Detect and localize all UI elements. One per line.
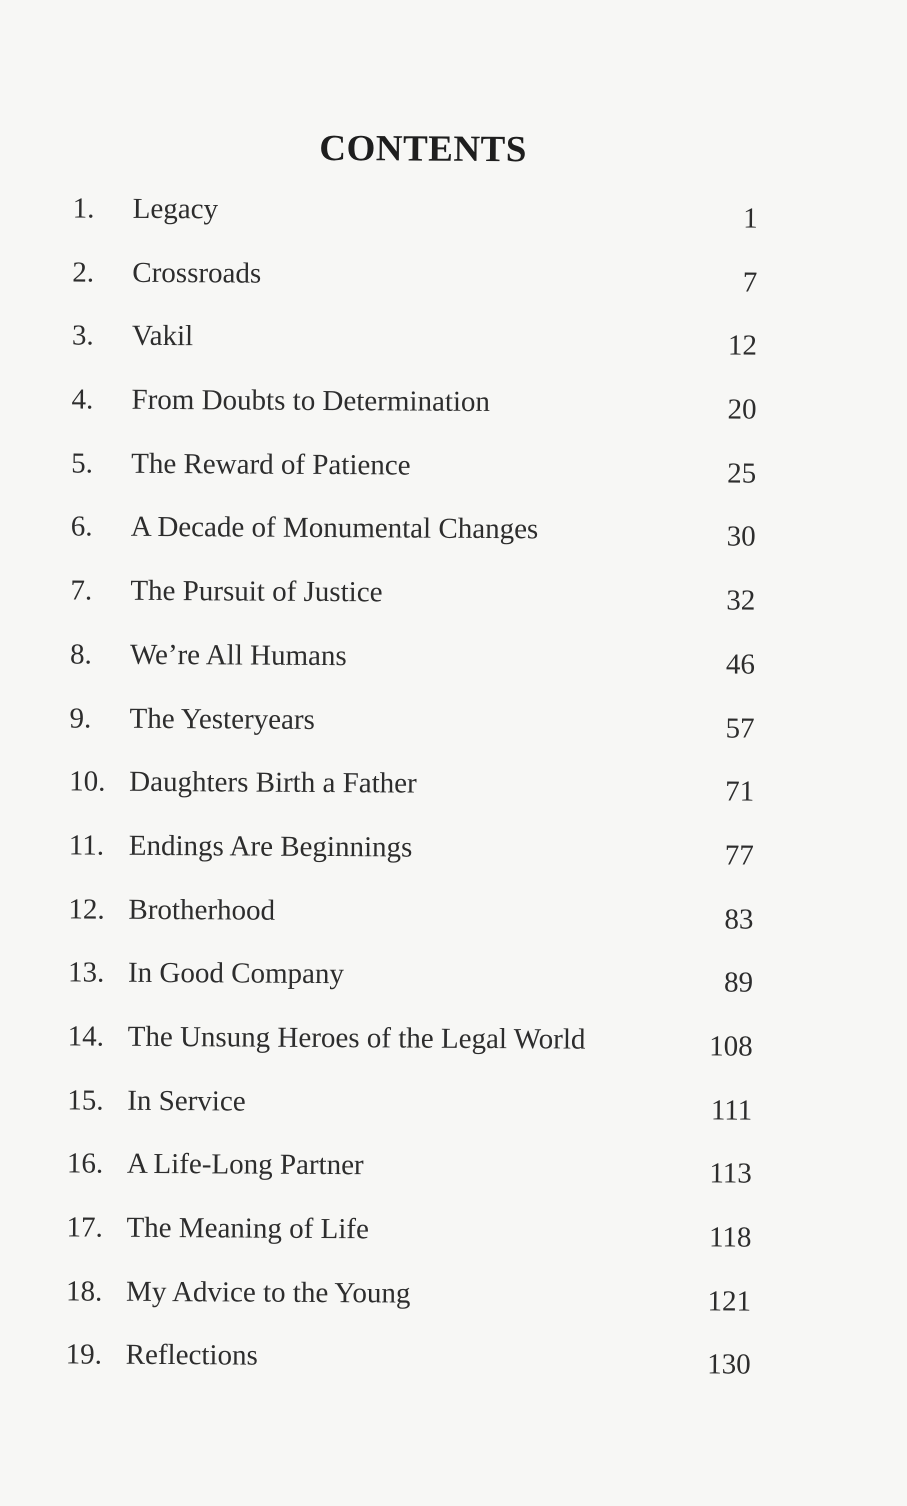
page-title: CONTENTS	[319, 127, 528, 171]
chapter-title: From Doubts to Determination	[131, 383, 491, 419]
toc-entry	[0, 1018, 901, 1087]
chapter-title: A Decade of Monumental Changes	[130, 511, 539, 546]
toc-entry	[0, 827, 902, 896]
chapter-page-number: 111	[710, 1093, 753, 1127]
chapter-number: 3.	[71, 319, 94, 352]
toc-entry	[0, 254, 905, 323]
chapter-page-number: 1	[743, 202, 758, 235]
chapter-title: A Life-Long Partner	[126, 1148, 364, 1182]
chapter-number: 4.	[71, 383, 94, 416]
chapter-number: 13.	[67, 956, 105, 989]
chapter-title: In Good Company	[127, 957, 345, 991]
chapter-number: 11.	[68, 829, 105, 862]
toc-entry	[0, 190, 906, 259]
chapter-number: 15.	[67, 1084, 104, 1117]
toc-entry	[0, 317, 905, 386]
chapter-title: Daughters Birth a Father	[129, 765, 417, 800]
chapter-title: The Meaning of Life	[126, 1211, 369, 1246]
chapter-page-number: 83	[724, 903, 754, 936]
chapter-title: The Unsung Heroes of the Legal World	[127, 1020, 586, 1056]
toc-entry	[0, 954, 901, 1023]
toc-entry	[0, 1082, 900, 1151]
toc-entry	[0, 1336, 899, 1405]
chapter-page-number: 57	[725, 711, 755, 745]
chapter-title: The Reward of Patience	[131, 447, 411, 482]
chapter-number: 7.	[70, 574, 93, 607]
chapter-title: The Pursuit of Justice	[130, 574, 383, 609]
chapter-title: Vakil	[131, 320, 194, 353]
chapter-page-number: 30	[726, 520, 756, 554]
chapter-title: Legacy	[132, 192, 219, 226]
chapter-title: My Advice to the Young	[126, 1275, 411, 1310]
chapter-page-number: 130	[707, 1348, 751, 1381]
chapter-number: 18.	[66, 1275, 103, 1308]
chapter-page-number: 77	[724, 839, 754, 872]
chapter-number: 2.	[72, 256, 95, 289]
chapter-number: 6.	[70, 510, 93, 544]
chapter-page-number: 7	[742, 266, 758, 299]
toc-entry	[0, 636, 903, 705]
chapter-page-number: 113	[709, 1157, 752, 1190]
chapter-number: 16.	[66, 1147, 104, 1180]
toc-entry	[0, 891, 902, 960]
chapter-page-number: 32	[726, 584, 756, 617]
toc-entry	[0, 1209, 900, 1278]
chapter-page-number: 108	[709, 1030, 753, 1063]
chapter-title: Endings Are Beginnings	[128, 829, 413, 864]
chapter-number: 8.	[69, 638, 92, 671]
toc-entry	[0, 699, 903, 768]
toc-entry	[0, 763, 902, 832]
toc-entry	[0, 508, 904, 577]
chapter-page-number: 12	[727, 329, 757, 363]
chapter-number: 10.	[69, 765, 106, 798]
chapter-title: Crossroads	[132, 256, 262, 290]
toc-entry	[0, 381, 905, 450]
chapter-page-number: 71	[725, 775, 755, 808]
chapter-number: 5.	[71, 447, 94, 480]
chapter-number: 1.	[72, 192, 95, 225]
chapter-page-number: 20	[727, 393, 757, 426]
toc-entry	[0, 445, 904, 514]
chapter-title: We’re All Humans	[129, 638, 347, 672]
chapter-number: 19.	[65, 1338, 103, 1372]
chapter-number: 12.	[68, 892, 105, 926]
chapter-page-number: 25	[727, 457, 757, 490]
chapter-title: Reflections	[125, 1339, 258, 1372]
chapter-number: 17.	[66, 1211, 103, 1244]
chapter-page-number: 46	[725, 648, 756, 681]
chapter-page-number: 89	[723, 966, 754, 999]
chapter-title: Brotherhood	[128, 893, 276, 927]
chapter-number: 14.	[67, 1020, 105, 1053]
chapter-title: The Yesteryears	[129, 702, 315, 736]
toc-entry	[0, 1145, 900, 1214]
toc-entry	[0, 1273, 899, 1342]
chapter-title: In Service	[127, 1084, 246, 1118]
toc-entry	[0, 572, 903, 641]
table-of-contents	[0, 190, 906, 1406]
chapter-page-number: 121	[707, 1285, 752, 1318]
chapter-number: 9.	[69, 701, 92, 735]
chapter-page-number: 118	[708, 1221, 752, 1254]
